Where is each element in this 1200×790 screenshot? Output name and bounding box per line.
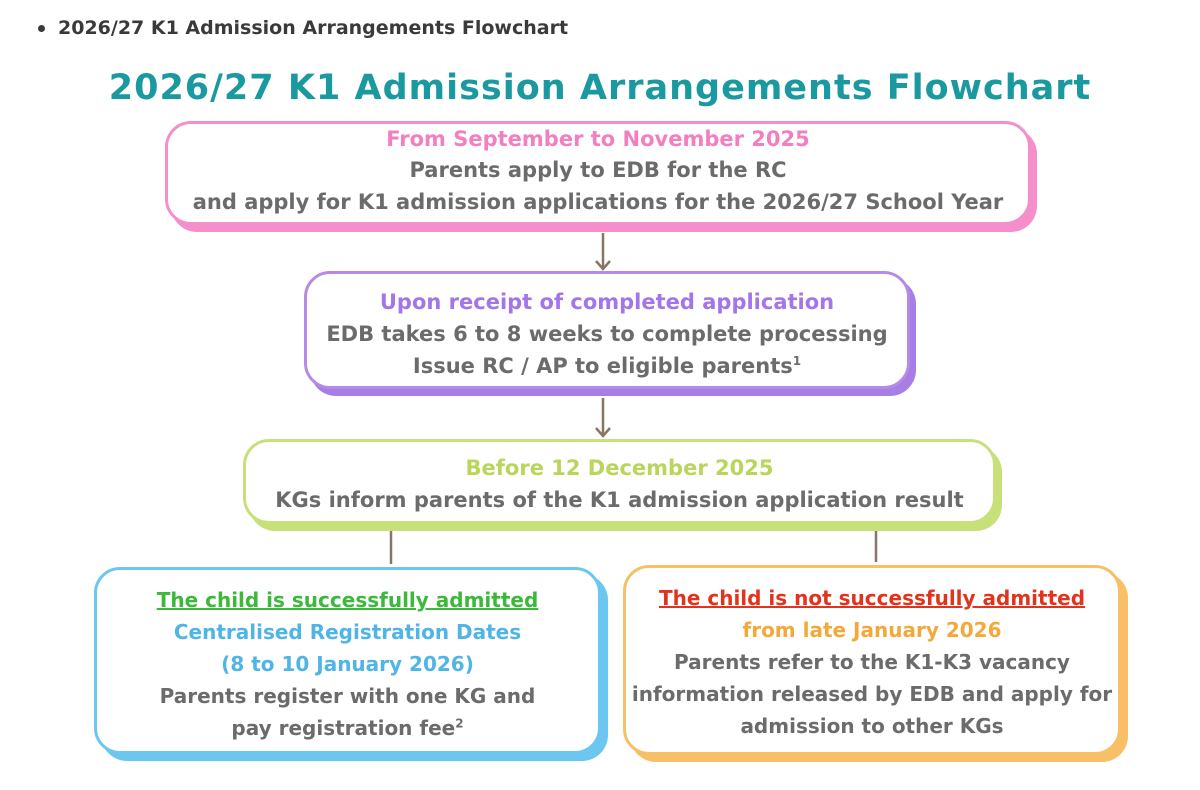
step2-timing: Upon receipt of completed application [379,290,835,314]
flowchart-title: 2026/27 K1 Admission Arrangements Flowchart [108,68,1092,108]
step1-line1: Parents apply to EDB for the RC [409,158,787,182]
admitted-sub1: Centralised Registration Dates [173,620,522,644]
not-admitted-line2: information released by EDB and apply for [631,682,1113,706]
not-admitted-sub1: from late January 2026 [742,618,1002,642]
not-admitted-line3: admission to other KGs [740,714,1004,738]
admitted-box [94,567,601,754]
step3-timing: Before 12 December 2025 [465,456,774,480]
step2-line2: Issue RC / AP to eligible parents [412,354,793,378]
step2-line1: EDB takes 6 to 8 weeks to complete processing [326,322,888,346]
admitted-line2-wrap [97,712,598,744]
step3-line1: KGs inform parents of the K1 admission application result [275,488,964,512]
admitted-heading: The child is successfully admitted [156,588,539,612]
admitted-line1: Parents register with one KG and [159,684,536,708]
step1-timing: From September to November 2025 [386,127,810,151]
step2-footnote-ref: 1 [792,354,802,368]
step2-line2-wrap [307,350,907,382]
admitted-line2: pay registration fee [231,716,456,740]
not-admitted-heading: The child is not successfully admitted [658,586,1086,610]
step3-box [243,439,996,524]
not-admitted-line1: Parents refer to the K1-K3 vacancy [674,650,1070,674]
step1-line2: and apply for K1 admission applications for the 2026/27 School Year [192,190,1004,214]
not-admitted-box [623,565,1121,755]
step2-box [304,271,910,389]
admitted-footnote-ref: 2 [455,716,464,731]
bullet-heading-text: 2026/27 K1 Admission Arrangements Flowchart [58,17,569,39]
step1-box [165,121,1031,225]
admitted-sub2: (8 to 10 January 2026) [221,652,474,676]
